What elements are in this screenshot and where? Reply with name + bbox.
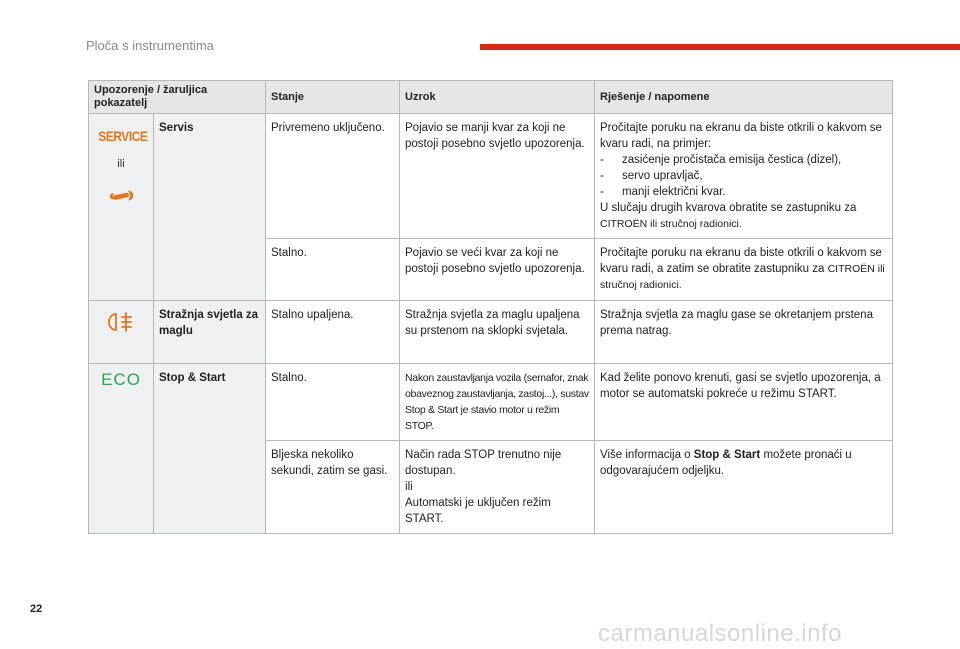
table-row: [89, 301, 893, 364]
table-row: [89, 364, 893, 441]
service-icon: SERVICE: [98, 128, 148, 144]
or-label: ili: [117, 158, 125, 170]
list-item: - manji električni kvar.: [600, 186, 726, 198]
service-icon-cell: [89, 114, 154, 301]
page-number: 22: [30, 603, 43, 615]
stopstart-state-2: Bljeska nekoliko sekundi, zatim se gasi.: [266, 441, 400, 534]
watermark: carmanualsonline.info: [598, 620, 842, 647]
rear-fog-lamp-icon: [106, 311, 136, 333]
table-header-row: [89, 81, 893, 114]
header-state: Stanje: [266, 81, 400, 114]
stopstart-name: Stop & Start: [154, 364, 266, 534]
service-state-2: Stalno.: [266, 239, 400, 301]
header-cause: Uzrok: [400, 81, 595, 114]
accent-bar: [480, 44, 960, 50]
list-item: - servo upravljač,: [600, 170, 703, 182]
fog-name: Stražnja svjetla za maglu: [154, 301, 266, 364]
stopstart-cause-1: Nakon zaustavljanja vozila (semafor, znak obaveznog zaustavljanja, zastoj...), sustav Stop & Start je stavio motor u režim STOP.: [400, 364, 595, 441]
stopstart-state-1: Stalno.: [266, 364, 400, 441]
fog-icon-cell: [89, 301, 154, 364]
warning-lights-table: [88, 80, 893, 534]
fog-cause: Stražnja svjetla za maglu upaljena su prstenom na sklopki svjetala.: [400, 301, 595, 364]
service-solution-2: Pročitajte poruku na ekranu da biste otkrili o kakvom se kvaru radi, a zatim se obratite zastupniku za CITROËN ili stručnoj radionici.: [595, 239, 893, 301]
service-cause-2: Pojavio se veći kvar za koji ne postoji posebno svjetlo upozorenja.: [400, 239, 595, 301]
stopstart-solution-2: Više informacija o Stop & Start možete pronaći u odgovarajućem odjeljku.: [595, 441, 893, 534]
fog-state: Stalno upaljena.: [266, 301, 400, 364]
header-warning-light: Upozorenje / žaruljica pokazatelj: [89, 81, 266, 114]
solution-outro-2: CITROËN ili stručnoj radionici.: [600, 218, 742, 230]
table-row: [89, 114, 893, 239]
service-cause-1: Pojavio se manji kvar za koji ne postoji posebno svjetlo upozorenja.: [400, 114, 595, 239]
wrench-icon: [106, 188, 136, 204]
service-name: Servis: [154, 114, 266, 301]
list-item: - zasićenje pročistača emisija čestica (dizel),: [600, 154, 842, 166]
section-title: Ploča s instrumentima: [86, 38, 214, 53]
service-state-1: Privremeno uključeno.: [266, 114, 400, 239]
eco-icon-cell: [89, 364, 154, 534]
solution-intro: Pročitajte poruku na ekranu da biste otkrili o kakvom se kvaru radi, na primjer:: [600, 122, 882, 150]
stopstart-solution-1: Kad želite ponovo krenuti, gasi se svjetlo upozorenja, a motor se automatski pokreće u režimu START.: [595, 364, 893, 441]
service-solution-1: [595, 114, 893, 239]
eco-icon: ECO: [101, 370, 141, 389]
solution-outro: U slučaju drugih kvarova obratite se zastupniku za: [600, 202, 857, 214]
stopstart-cause-2: Način rada STOP trenutno nije dostupan. ili Automatski je uključen režim START.: [400, 441, 595, 534]
header-solution: Rješenje / napomene: [595, 81, 893, 114]
fog-solution: Stražnja svjetla za maglu gase se okretanjem prstena prema natrag.: [595, 301, 893, 364]
